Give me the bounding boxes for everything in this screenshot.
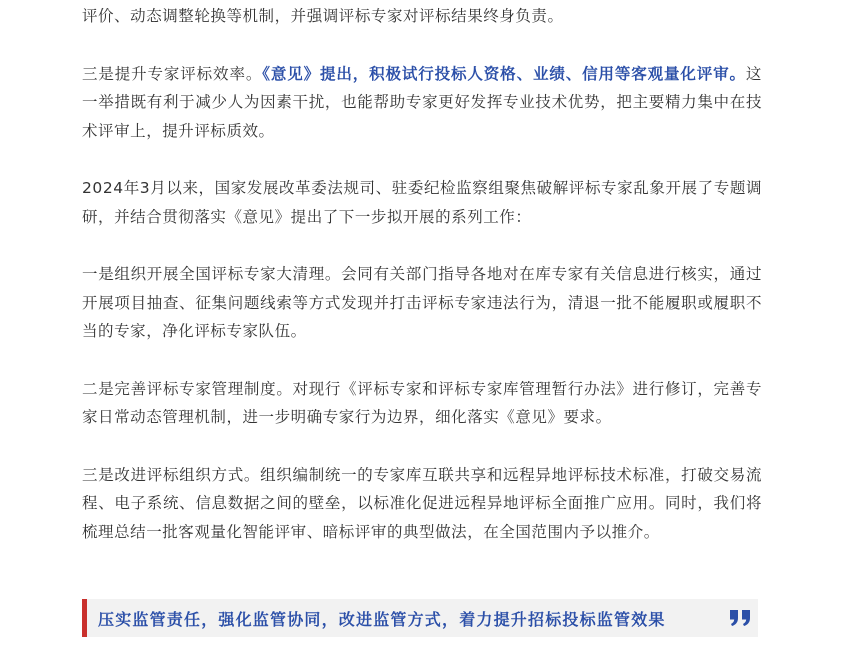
closing-quote-icon bbox=[728, 608, 752, 628]
paragraph-management-system: 二是完善评标专家管理制度。对现行《评标专家和评标专家库管理暂行办法》进行修订，完善专家日常动态管理机制，进一步明确专家行为边界，细化落实《意见》要求。 bbox=[82, 379, 762, 426]
section-heading-banner bbox=[82, 599, 758, 637]
paragraph-improve-efficiency bbox=[82, 60, 762, 146]
paragraph-rest: 这一举措既有利于减少人为因素干扰，也能帮助专家更好发挥专业技术优势，把主要精力集中在技术评审上，提升评标质效。 bbox=[82, 64, 762, 140]
paragraph-expert-cleanup: 一是组织开展全国评标专家大清理。会同有关部门指导各地对在库专家有关信息进行核实，通过开展项目抽查、征集问题线索等方式发现并打击评标专家违法行为，清退一批不能履职或履职不当的专家，净化评标专家队伍。 bbox=[82, 265, 762, 340]
highlighted-opinion: 《意见》提出，积极试行投标人资格、业绩、信用等客观量化评审。 bbox=[262, 64, 746, 83]
paragraph-research-intro: 2024年3月以来，国家发展改革委法规司、驻委纪检监察组聚焦破解评标专家乱象开展了专题调研，并结合贯彻落实《意见》提出了下一步拟开展的系列工作： bbox=[82, 179, 762, 226]
paragraph-evaluation-mechanism: 评价、动态调整轮换等机制，并强调评标专家对评标结果终身负责。 bbox=[82, 7, 564, 25]
paragraph-lead: 三是提升专家评标效率。 bbox=[82, 64, 263, 83]
section-title: 压实监管责任，强化监管协同，改进监管方式，着力提升招标投标监管效果 bbox=[98, 609, 666, 629]
paragraph-organization-method: 三是改进评标组织方式。组织编制统一的专家库互联共享和远程异地评标技术标准，打破交易流程、电子系统、信息数据之间的壁垒，以标准化促进远程异地评标全面推广应用。同时，我们将梳理总结一批客观量化智能评审、暗标评审的典型做法，在全国范围内予以推介。 bbox=[82, 465, 762, 541]
article-body bbox=[82, 0, 762, 546]
